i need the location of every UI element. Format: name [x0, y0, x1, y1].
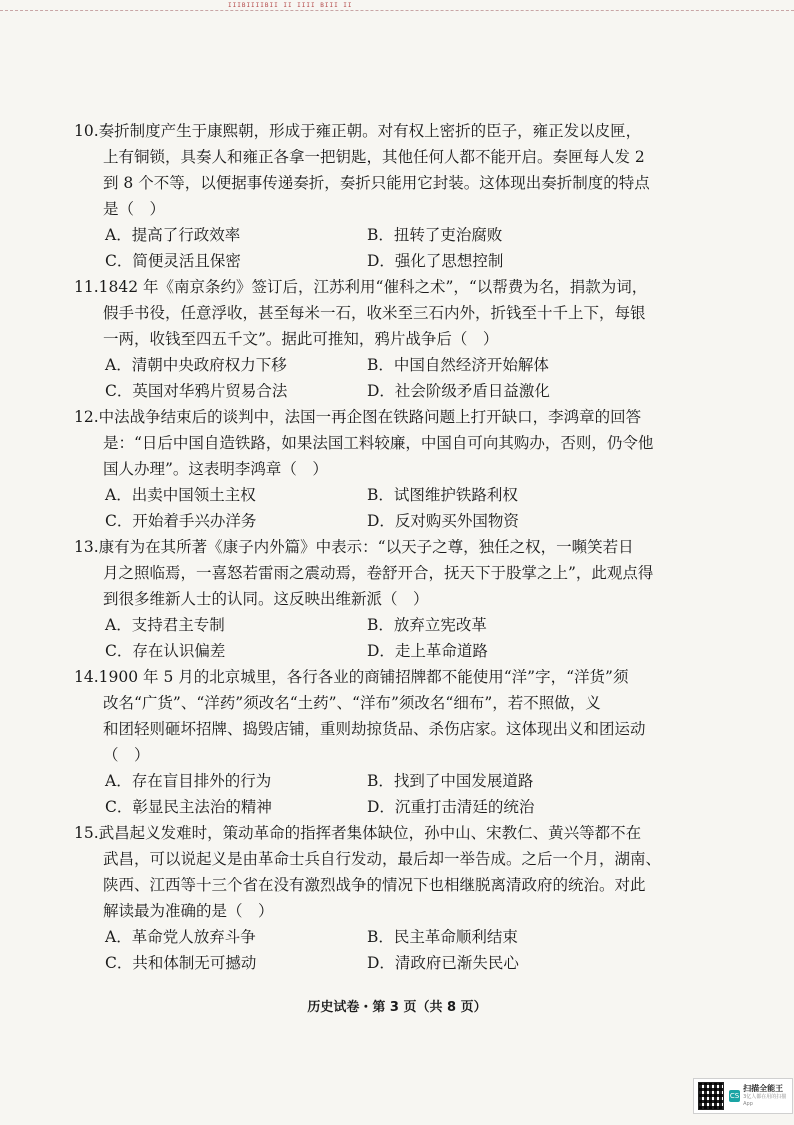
answer-option-c: C．共和体制无可撼动: [105, 954, 257, 972]
question-text: 中法战争结束后的谈判中，法国一再企图在铁路问题上打开缺口，李鸿章的回答: [98, 408, 642, 426]
scan-header-strip: [0, 0, 794, 11]
question-12: [74, 404, 714, 534]
answer-option-a: A．清朝中央政府权力下移: [105, 356, 287, 374]
question-stem-line: 和团轻则砸坏招牌、捣毁店铺，重则劫掠货品、杀伤店家。这体现出义和团运动: [103, 720, 646, 738]
question-stem-line: 是（ ）: [103, 200, 166, 218]
question-stem-line: [74, 664, 714, 690]
answer-option-d: D．走上革命道路: [367, 642, 488, 660]
answer-options: [74, 612, 714, 664]
question-number: 14.: [74, 668, 99, 686]
question-stem-line: 到很多维新人士的认同。这反映出维新派（ ）: [103, 590, 429, 608]
question-number: 12.: [74, 408, 99, 426]
answer-option-a: A．出卖中国领土主权: [105, 486, 256, 504]
answer-options: [74, 924, 714, 976]
question-stem-line: 上有铜锁，具奏人和雍正各拿一把钥匙，其他任何人都不能开启。奏匣每人发 2: [103, 148, 645, 166]
question-13: [74, 534, 714, 664]
question-text: 1900 年 5 月的北京城里，各行各业的商铺招牌都不能使用“洋”字，“洋货”须: [98, 668, 629, 686]
answer-option-c: C．开始着手兴办洋务: [105, 512, 257, 530]
question-stem-line: [74, 820, 714, 846]
question-stem-line: 一两，收钱至四五千文”。据此可推知，鸦片战争后（ ）: [103, 330, 499, 348]
camscanner-badge: [693, 1078, 793, 1114]
answer-option-c: C．英国对华鸦片贸易合法: [105, 382, 288, 400]
answer-option-d: D．强化了思想控制: [367, 252, 504, 270]
answer-options: [74, 768, 714, 820]
question-stem-line: 陕西、江西等十三个省在没有激烈战争的情况下也相继脱离清政府的统治。对此: [103, 876, 646, 894]
question-text: 1842 年《南京条约》签订后，江苏利用“催科之术”，“以帮费为名，捐款为词，: [98, 278, 648, 296]
question-stem-line: [74, 118, 714, 144]
question-stem-line: 是：“日后中国自造铁路，如果法国工料较廉，中国自可向其购办，否则，仍令他: [103, 434, 654, 452]
answer-option-b: B．扭转了吏治腐败: [367, 226, 503, 244]
answer-option-c: C．彰显民主法治的精神: [105, 798, 272, 816]
qr-code-icon: [698, 1082, 724, 1110]
answer-options: [74, 352, 714, 404]
question-stem-line: 武昌，可以说起义是由革命士兵自行发动，最后却一举告成。之后一个月，湖南、: [103, 850, 662, 868]
question-stem-line: 到 8 个不等，以便据事传递奏折，奏折只能用它封装。这体现出奏折制度的特点: [103, 174, 650, 192]
question-stem-line: [74, 404, 714, 430]
question-11: [74, 274, 714, 404]
question-text: 奏折制度产生于康熙朝，形成于雍正朝。对有权上密折的臣子，雍正发以皮匣，: [98, 122, 642, 140]
answer-option-d: D．社会阶级矛盾日益激化: [367, 382, 550, 400]
question-stem-line: 国人办理”。这表明李鸿章（ ）: [103, 460, 328, 478]
answer-option-b: B．放弃立宪改革: [367, 616, 487, 634]
answer-option-b: B．找到了中国发展道路: [367, 772, 534, 790]
question-number: 10.: [74, 122, 99, 140]
answer-option-d: D．沉重打击清廷的统治: [367, 798, 535, 816]
question-stem-line: [74, 274, 714, 300]
page-footer: 历史试卷・第 3 页（共 8 页）: [307, 1000, 487, 1015]
question-text: 康有为在其所著《康子内外篇》中表示：“以天子之尊，独任之权，一嚬笑若日: [98, 538, 634, 556]
answer-options: [74, 482, 714, 534]
camscanner-name: 扫描全能王: [743, 1084, 784, 1093]
answer-option-a: A．革命党人放弃斗争: [105, 928, 256, 946]
camscanner-logo-icon: CS: [729, 1092, 740, 1100]
answer-option-b: B．民主革命顺利结束: [367, 928, 518, 946]
scan-mark: IIIBIIIIBII II IIII BIII II: [228, 2, 353, 9]
camscanner-tagline: 3亿人都在用的扫描App: [743, 1094, 787, 1107]
answer-option-c: C．存在认识偏差: [105, 642, 226, 660]
answer-options: [74, 222, 714, 274]
answer-option-b: B．中国自然经济开始解体: [367, 356, 549, 374]
question-stem-line: 假手书役，任意浮收，甚至每米一石，收米至三石内外，折钱至十千上下，每银: [103, 304, 646, 322]
question-10: [74, 118, 714, 274]
question-stem-line: （ ）: [103, 746, 150, 764]
question-14: [74, 664, 714, 820]
question-15: [74, 820, 714, 976]
answer-option-a: A．支持君主专制: [105, 616, 225, 634]
answer-option-a: A．存在盲目排外的行为: [105, 772, 272, 790]
question-stem-line: [74, 534, 714, 560]
question-number: 11.: [74, 278, 99, 296]
question-stem-line: 月之照临焉，一喜怒若雷雨之震动焉，卷舒开合，抚天下于股掌之上”，此观点得: [103, 564, 654, 582]
answer-option-d: D．反对购买外国物资: [367, 512, 519, 530]
answer-option-b: B．试图维护铁路利权: [367, 486, 518, 504]
exam-content: [74, 118, 714, 976]
question-text: 武昌起义发难时，策动革命的指挥者集体缺位，孙中山、宋教仁、黄兴等都不在: [98, 824, 642, 842]
question-stem-line: 改名“广货”、“洋药”须改名“土药”、“洋布”须改名“细布”，若不照做，义: [103, 694, 601, 712]
answer-option-d: D．清政府已渐失民心: [367, 954, 519, 972]
question-number: 15.: [74, 824, 99, 842]
question-number: 13.: [74, 538, 99, 556]
question-stem-line: 解读最为准确的是（ ）: [103, 902, 274, 920]
answer-option-a: A．提高了行政效率: [105, 226, 241, 244]
answer-option-c: C．简便灵活且保密: [105, 252, 241, 270]
camscanner-text: [743, 1084, 792, 1108]
